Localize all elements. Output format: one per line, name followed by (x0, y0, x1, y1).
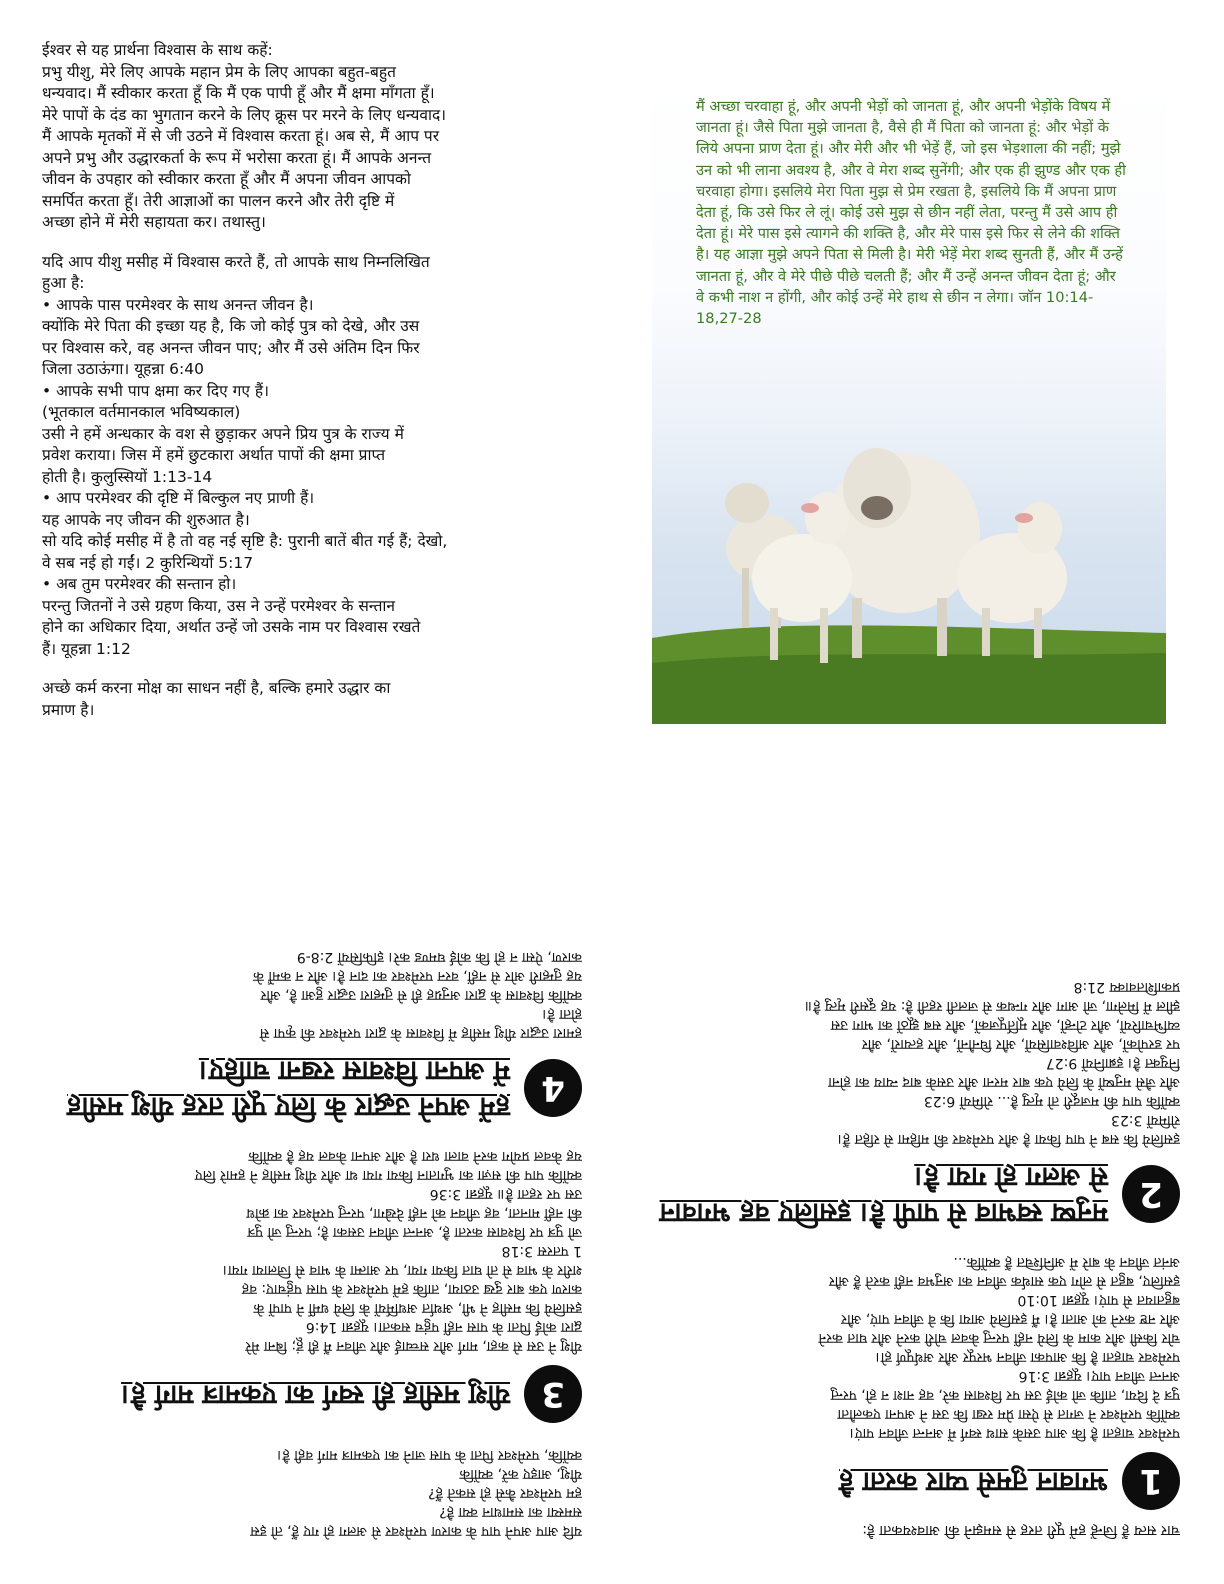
prayer-line: क्योंकि मेरे पिता की इच्छा यह है, कि जो कोई पुत्र को देखे, और उस (42, 317, 420, 335)
prayer-line: ईश्वर से यह प्रार्थना विश्वास के साथ कहें: (42, 41, 273, 59)
section-1-block (640, 1252, 1180, 1510)
prayer-line: • आपके पास परमेश्वर के साथ अनन्त जीवन है। (42, 295, 314, 314)
prayer-line: • अब तुम परमेश्वर की सन्तान हो। (42, 575, 237, 593)
prayer-line: परन्तु जितनों ने उसे ग्रहण किया, उस ने उन्हें परमेश्वर के सन्तान (42, 596, 396, 615)
prayer-line: प्रमाण है। (42, 700, 95, 719)
prayer-line: (भूतकाल वर्तमानकाल भविष्यकाल) (42, 403, 241, 421)
prayer-line: सो यदि कोई मसीह में है तो वह नई सृष्टि है: पुरानी बातें बीत गई हैं; देखो, (42, 532, 448, 550)
four-truths-intro: चार सत्य हैं जिन्हें हमें पूरी तरह से समझने की आवश्यकता है: (862, 1522, 1180, 1538)
section-title: यीशु मसीह ही स्वर्ग का एकमात्र मार्ग है। (121, 1379, 510, 1410)
section-title: भगवान तुमसे प्यार करता है (839, 1466, 1108, 1497)
tract-panel-right-inverted (640, 800, 1180, 1540)
prayer-line: मैं आपके मृतकों में से जी उठने में विश्वास करता हूं। अब से, मैं आप पर (42, 127, 440, 145)
prayer-line: प्रभु यीशु, मेरे लिए आपके महान प्रेम के लिए आपका बहुत-बहुत (42, 62, 396, 81)
prayer-line: धन्यवाद। मैं स्वीकार करता हूँ कि मैं एक पापी हूँ और मैं क्षमा माँगता हूँ। (42, 84, 435, 102)
prayer-line: होने का अधिकार दिया, अर्थात उन्हें जो उसके नाम पर विश्वास रखते (42, 618, 421, 636)
section-number-badge: 1 (1122, 1452, 1180, 1510)
prayer-line: अच्छा होने में मेरी सहायता कर। तथास्तु। (42, 213, 266, 231)
sheep-photo-panel (652, 78, 1166, 724)
section-title: हमें अपने उद्धार के लिए पूरी तरह यीशु मसीह में अपना विश्वास रखना चाहिए। (67, 1055, 510, 1122)
prayer-line: प्रवेश कराया। जिस में हमें छुटकारा अर्थात पापों की क्षमा प्राप्त (42, 446, 386, 464)
section-body: इसलिये कि सब ने पाप किया है और परमेश्वर की महिमा से रहित हैं। रोमियों 3:23 क्योंकि पाप की मजदूरी तो मृत्यु है... रोमियों 6:23 और जैसे मनुष्यों के लिये एक बार मरना और उसके बाद न्याय का होना नियुक्त है। इब्रानियों 9:27 पर डरपोकों, और अविश्वासियों, और घिनौनों, और हत्यारों, और व्यभिचारियों, और टोन्हों, और मूर्तिपूजकों, और सब झूठों का भाग उस झील में मिलेगा, जो आग और गन्धक से जलती रहती है: यह दूसरी मृत्यु है॥ प्रकाशितवाक्य 21:8 (804, 979, 1180, 1147)
section-4-block (42, 947, 582, 1124)
section-3-closing-text: यदि आप अपने पाप के कारण परमेश्वर से अलग हो गए हैं, तो इस समस्या का समाधान क्या है? हम परमेश्वर कैसे हो सकते हैं? यीशु, आइए करें, क्योंकि क्योंकि, परमेश्वर पिता के पास जाने का एकमात्र मार्ग वही है। (250, 1447, 582, 1539)
prayer-line: अच्छे कर्म करना मोक्ष का साधन नहीं है, बल्कि हमारे उद्धार का (42, 679, 391, 697)
section-number-badge: 2 (1122, 1165, 1180, 1223)
prayer-line: • आप परमेश्वर की दृष्टि में बिल्कुल नए प्राणी हैं। (42, 489, 315, 507)
tract-panel-left-inverted (42, 800, 582, 1540)
prayer-line: • आपके सभी पाप क्षमा कर दिए गए हैं। (42, 381, 269, 400)
section-3 (42, 1445, 582, 1540)
prayer-line: होती है। कुलुस्सियों 1:13-14 (42, 467, 213, 486)
prayer-line: हैं। यूहन्ना 1:12 (42, 639, 131, 658)
prayer-line: उसी ने हमें अन्धकार के वश से छुड़ाकर अपने प्रिय पुत्र के राज्य में (42, 424, 404, 443)
prayer-line: वे सब नई हो गईं। 2 कुरिन्थियों 5:17 (42, 553, 254, 572)
prayer-line: यह आपके नए जीवन की शुरुआत है। (42, 510, 250, 529)
prayer-line: जिला उठाऊंगा। यूहन्ना 6:40 (42, 360, 204, 378)
paragraph-gap (42, 660, 602, 678)
prayer-line: जीवन के उपहार को स्वीकार करता हूँ और मैं अपना जीवन आपको (42, 170, 411, 188)
section-3-block (42, 1146, 582, 1423)
prayer-line: मेरे पापों के दंड का भुगतान करने के लिए क्रूस पर मरने के लिए धन्यवाद। (42, 105, 447, 124)
prayer-line: पर विश्वास करे, वह अनन्त जीवन पाए; और मैं उसे अंतिम दिन फिर (42, 338, 420, 357)
prayer-line: यदि आप यीशु मसीह में विश्वास करते हैं, तो आपके साथ निम्नलिखित (42, 252, 430, 271)
section-number-badge: 4 (524, 1059, 582, 1117)
section-number-badge: 3 (524, 1365, 582, 1423)
paragraph-gap (42, 234, 602, 252)
prayer-line: अपने प्रभु और उद्धारकर्ता के रूप में भरोसा करता हूं। मैं आपके अनन्त (42, 148, 432, 167)
bible-verse-john-10: मैं अच्छा चरवाहा हूं, और अपनी भेड़ों को जानता हूं, और अपनी भेड़ोंके विषय में जानता हूं। जैसे पिता मुझे जानता है, वैसे ही मैं पिता को जानता हूं: और भेड़ों के लिये अपना प्राण देता हूं। और मेरी और भी भेड़ें हैं, जो इस भेड़शाला की नहीं; मुझे उन को भी लाना अवश्य है, और वे मेरा शब्द सुनेंगी; और एक ही झुण्ड और एक ही चरवाहा होगा। इसलिये मेरा पिता मुझ से प्रेम रखता है, इसलिये कि मैं अपना प्राण देता हूं, कि उसे फिर ले लूं। कोई उसे मुझ से छीन नहीं लेता, परन्तु मैं उसे आप ही देता हूं। मेरे पास इसे त्यागने की शक्ति है, और मेरे पास इसे फिर से लेने की शक्ति है। यह आज्ञा मुझे अपने पिता से मिली है। मेरी भेड़ें मेरा शब्द सुनती हैं, और मैं उन्हें जानता हूं, और वे मेरे पीछे पीछे चलती हैं; और मैं उन्हें अनन्त जीवन देता हूं; और वे कभी नाश न होंगी, और कोई उन्हें मेरे हाथ से छीन न लेगा। जॉन 10:14-18,27-28 (696, 98, 1126, 328)
section-body: यीशु ने उस से कहा, मार्ग और सच्चाई और जीवन मैं ही हूं; बिना मेरे द्वारा कोई पिता के पास नहीं पहुंच सकता। यूहन्ना 14:6 इसलिये कि मसीह ने भी, अर्थात अधर्मियों के लिये धर्मी ने पापों के कारण एक बार दुख उठाया, ताकि हमें परमेश्वर के पास पहुंचाए: वह शरीर के भाव से तो घात किया गया, पर आत्मा के भाव से जिलाया गया। 1 पतरस 3:18 जो पुत्र पर विश्वास करता है, अनन्त जीवन उसका है; परन्तु जो पुत्र की नहीं मानता, वह जीवन को नहीं देखेगा, परन्तु परमेश्वर का क्रोध उस पर रहता है॥ यूहन्ना 3:36 क्योंकि पाप की सज़ा का भुगतान किया गया था और यीशु मसीह ने हमारे लिए यह केवल प्रयोग करने वाला धरा है और अपना केवल यह है क्योंकि (194, 1148, 582, 1354)
prayer-line: समर्पित करता हूँ। तेरी आज्ञाओं का पालन करने और तेरी दृष्टि में (42, 191, 395, 210)
prayer-line: हुआ है: (42, 274, 85, 292)
section-body: परमेश्वर चाहता है कि आप उसके साथ स्वर्ग में अनन्त जीवन पाएं। क्योंकि परमेश्वर ने जगत से ऐसा प्रेम रखा कि उस ने अपना एकलौता पुत्र दे दिया, ताकि जो कोई उस पर विश्वास करे, वह नाश न हो, परन्तु अनन्त जीवन पाए। यूहन्ना 3:16 परमेश्वर चाहता है कि आपका जीवन भरपूर और अर्थपूर्ण हो। चोर किसी और काम के लिये नहीं परन्तु केवल चोरी करने और घात करने और नष्ट करने को आता है। मैं इसलिये आया कि वे जीवन पाएं, और बहुतायत से पाएं। यूहन्ना 10:10 इसलिए, बहुत से लोग एक सार्थक जीवन का अनुभव नहीं करते हैं और अनंत जीवन के बारे में अनिश्चित हैं क्योंकि... (818, 1254, 1180, 1441)
section-2-block (640, 977, 1180, 1230)
section-body: हमारा उद्धार यीशु मसीह में विश्वास के द्वारा परमेश्वर की कृपा से होता है। क्योंकि विश्वास के द्वारा अनुग्रह ही से तुम्हारा उद्धार हुआ है, और यह तुम्हारी ओर से नहीं, वरन परमेश्वर का दान है। और न कर्मों के कारण, ऐसा न हो कि कोई घमण्ड करे। इफिसियों 2:8-9 (253, 949, 582, 1041)
prayer-text-block (42, 40, 602, 721)
section-title: मनुष्य स्वभाव से पापी है। इसलिए वह भगवान से अलग हो गया है। (659, 1161, 1108, 1228)
